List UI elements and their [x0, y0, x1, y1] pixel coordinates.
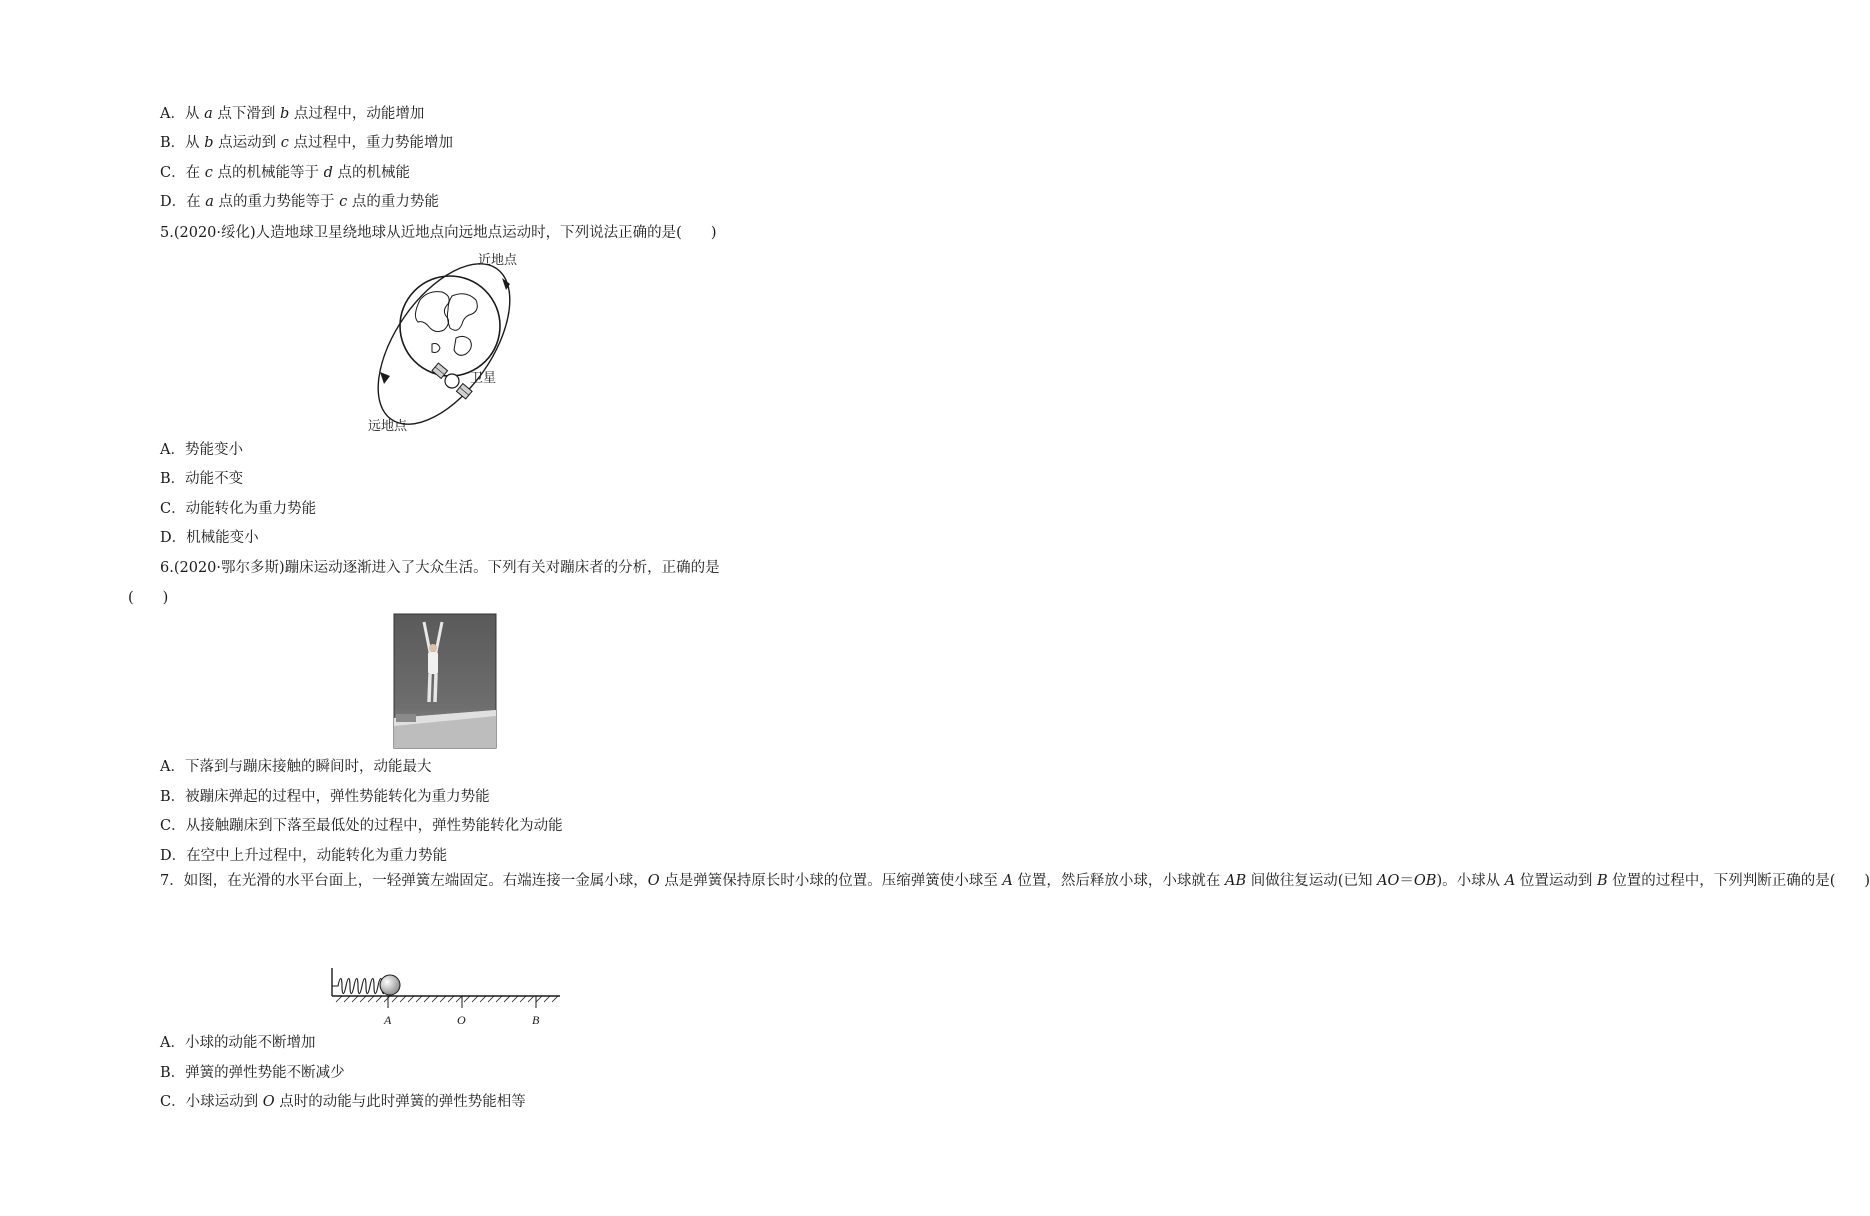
q6-stem-line2: ( ): [128, 590, 169, 606]
earth-globe-icon: [400, 276, 500, 376]
q5-orbit-figure: [360, 244, 560, 444]
q5-option-d: D．机械能变小: [160, 530, 259, 546]
q6-option-d: D．在空中上升过程中，动能转化为重力势能: [160, 848, 448, 864]
label-b: B: [532, 1013, 540, 1027]
q4-option-a: A．从 a 点下滑到 b 点过程中，动能增加: [160, 106, 425, 122]
q6-option-c: C．从接触蹦床到下落至最低处的过程中，弹性势能转化为动能: [160, 818, 563, 834]
q7-option-c: C．小球运动到 O 点时的动能与此时弹簧的弹性势能相等: [160, 1094, 526, 1110]
q5-option-b: B．动能不变: [160, 471, 244, 487]
q6-stem-line1: 6.(2020·鄂尔多斯)蹦床运动逐渐进入了大众生活。下列有关对蹦床者的分析，正确的是: [160, 560, 720, 576]
metal-ball: [380, 975, 400, 995]
q4-option-b: B．从 b 点运动到 c 点过程中，重力势能增加: [160, 135, 454, 151]
label-o: O: [457, 1013, 466, 1027]
q4-option-c: C．在 c 点的机械能等于 d 点的机械能: [160, 165, 410, 181]
perigee-label: 近地点: [478, 253, 518, 268]
label-a: A: [384, 1013, 392, 1027]
q7-option-b: B．弹簧的弹性势能不断减少: [160, 1065, 345, 1081]
orbit-arrow-bottom: [380, 372, 390, 384]
q7-option-a: A．小球的动能不断增加: [160, 1035, 316, 1051]
q7-stem: 7．如图，在光滑的水平台面上，一轻弹簧左端固定。右端连接一金属小球，O 点是弹簧保持原长时小球的位置。压缩弹簧使小球至 A 位置，然后释放小球，小球就在 AB 间做往复运动(已知 AO＝OB)。小球从 A 位置运动到 B 位置的过程中，下列判断正确的是( ): [160, 873, 1870, 889]
q4-option-d: D．在 a 点的重力势能等于 c 点的重力势能: [160, 194, 439, 210]
table-hatching: [336, 996, 558, 1002]
satellite-label: 卫星: [470, 371, 497, 386]
q7-spring-figure: [326, 962, 566, 1032]
q5-option-a: A．势能变小: [160, 442, 243, 458]
trampoline-photo: [394, 614, 496, 748]
q6-option-b: B．被蹦床弹起的过程中，弹性势能转化为重力势能: [160, 789, 490, 805]
apogee-label: 远地点: [368, 419, 408, 434]
q6-option-a: A．下落到与蹦床接触的瞬间时，动能最大: [160, 759, 432, 775]
q5-option-c: C．动能转化为重力势能: [160, 501, 317, 517]
q5-stem: 5.(2020·绥化)人造地球卫星绕地球从近地点向远地点运动时，下列说法正确的是( ): [160, 225, 717, 241]
